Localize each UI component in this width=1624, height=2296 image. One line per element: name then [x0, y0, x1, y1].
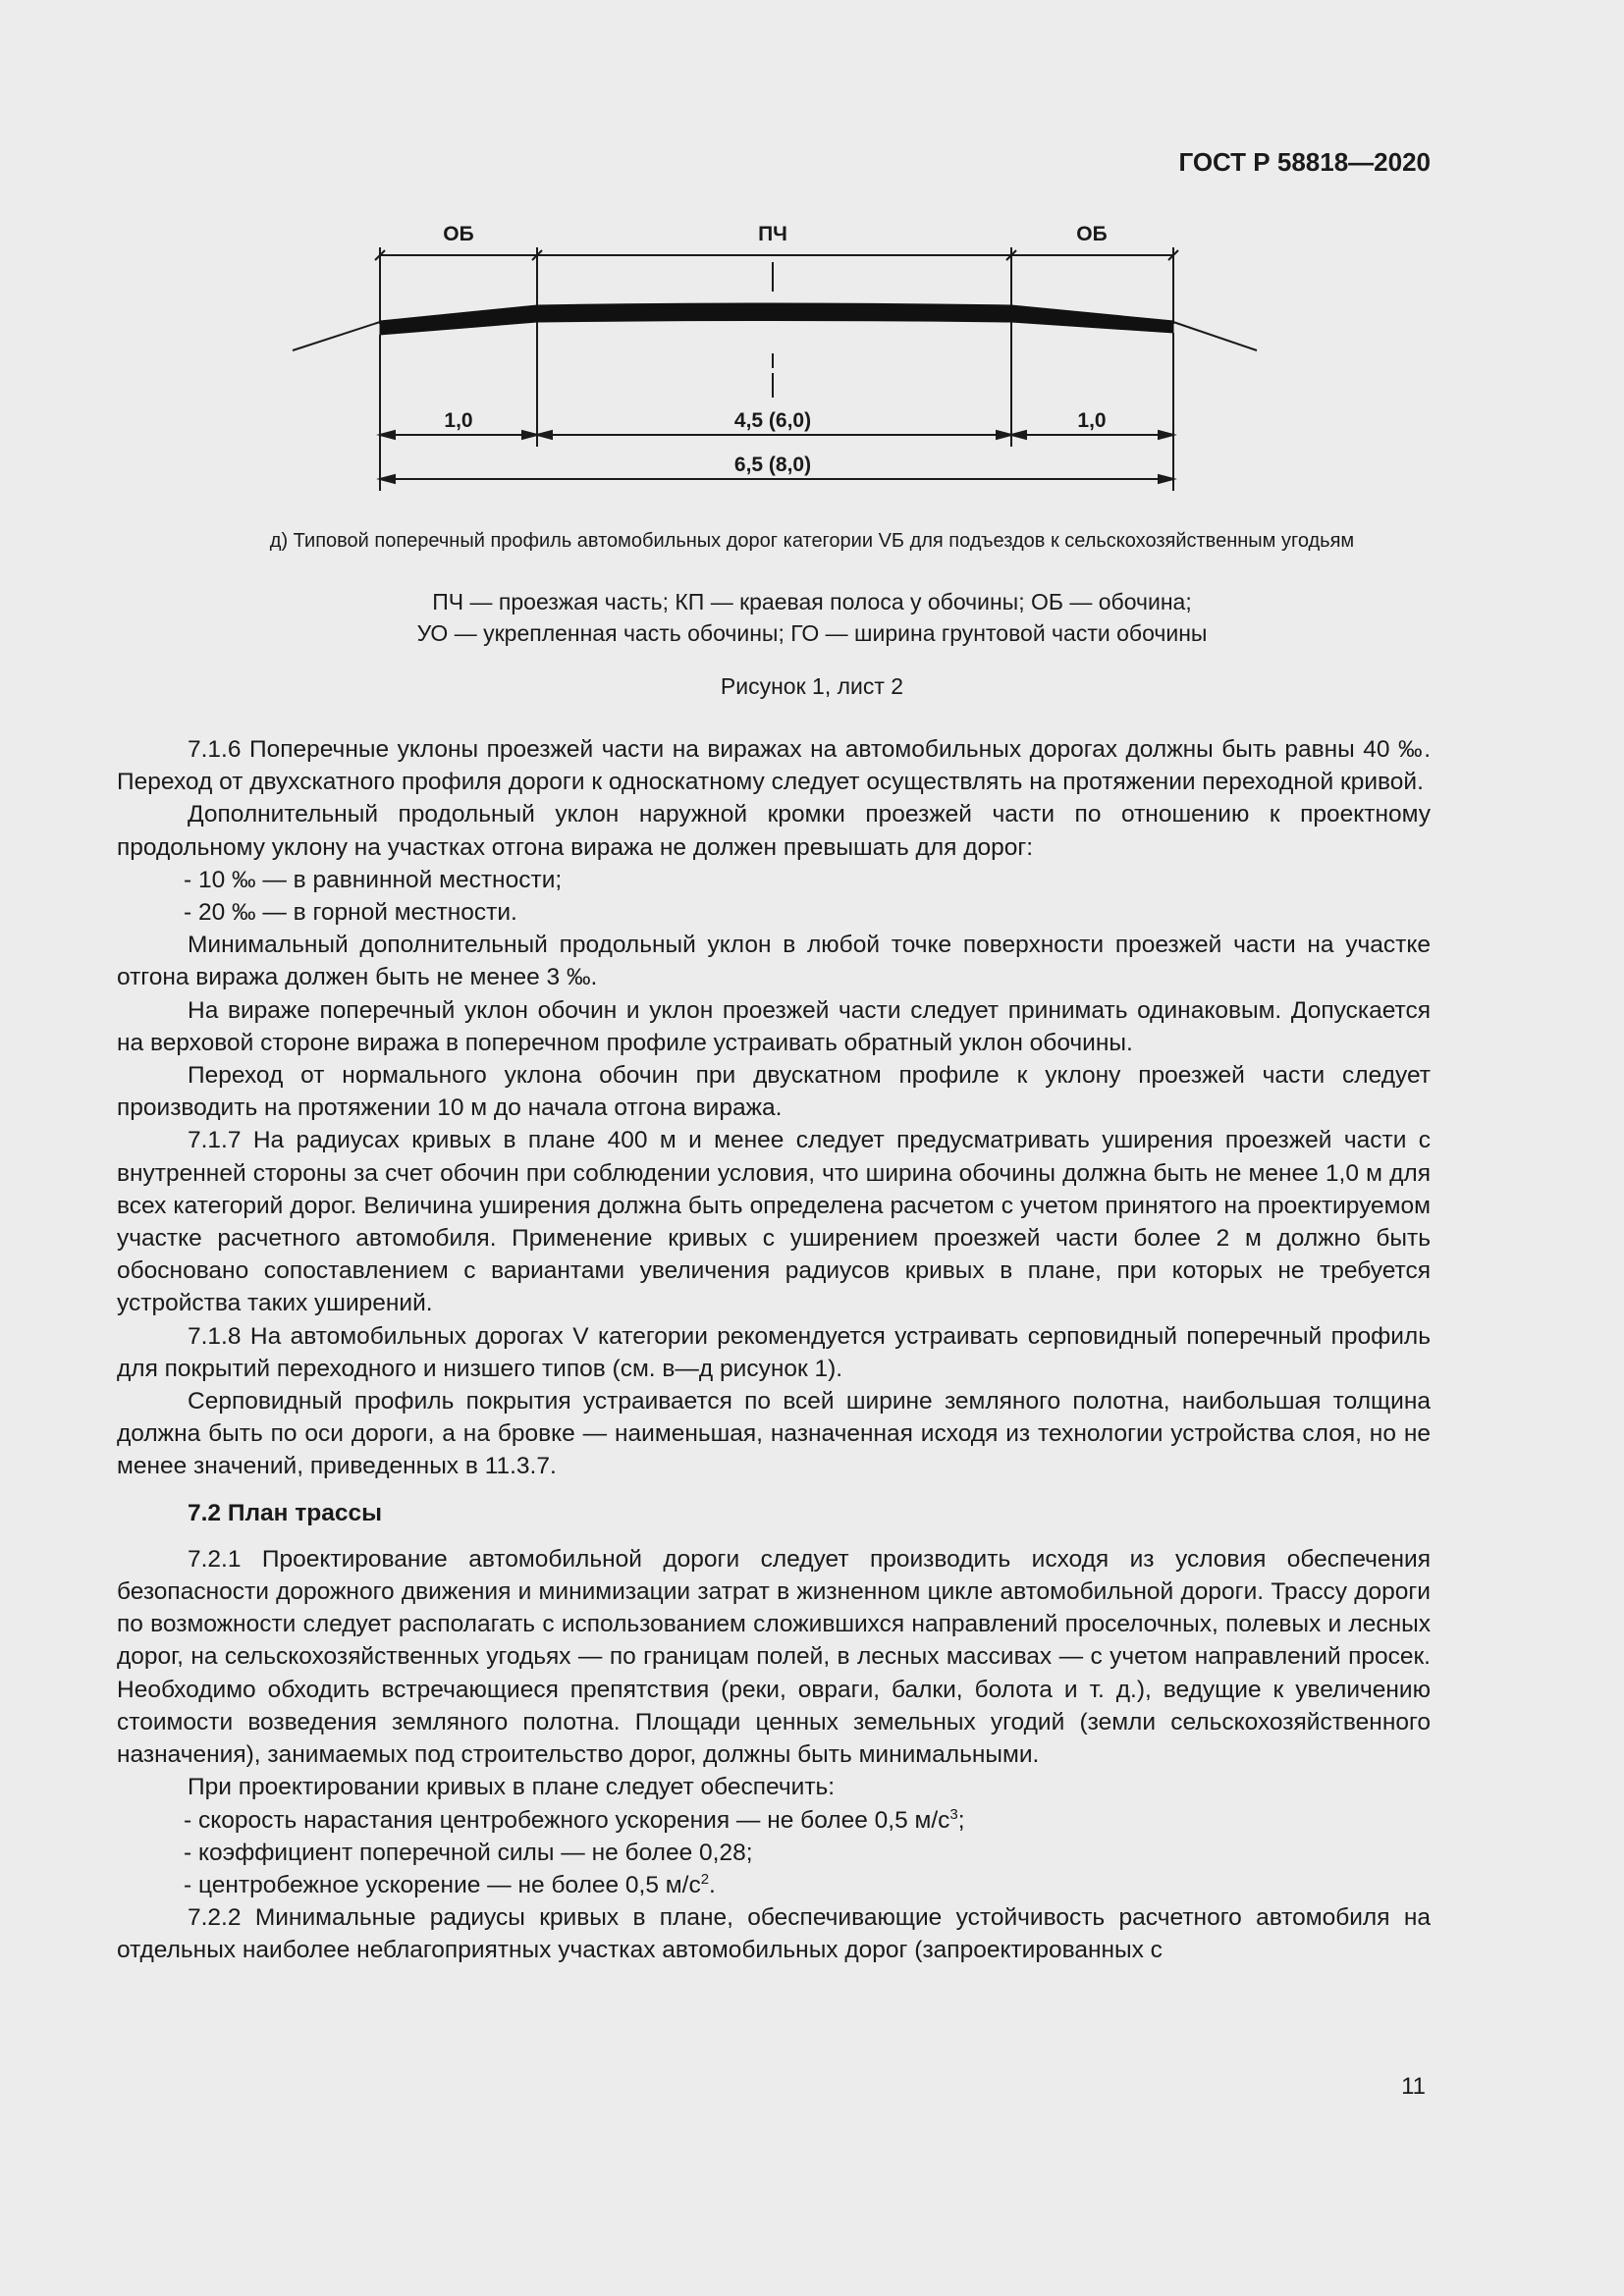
paragraph-7-1-6: 7.1.6 Поперечные уклоны проезжей части на виражах на автомобильных дорогах должны быть равны 40 ‰. Переход от двухскатного профиля дороги к односкатному следует осуществлять на протяжении переходной кривой. [117, 736, 1431, 796]
legend-line-1: ПЧ — проезжая часть; КП — краевая полоса у обочины; ОБ — обочина; [432, 589, 1192, 614]
paragraph: Минимальный дополнительный продольный уклон в любой точке поверхности проезжей части на участке отгона виража должен быть не менее 3 ‰. [117, 932, 1431, 991]
paragraph-7-1-8: 7.1.8 На автомобильных дорогах V категории рекомендуется устраивать серповидный поперечный профиль для покрытий переходного и низшего типов (см. в—д рисунок 1). [117, 1322, 1431, 1382]
list-item-text: - центробежное ускорение — не более 0,5 м/с [184, 1871, 701, 1898]
paragraph: На вираже поперечный уклон обочин и уклон проезжей части следует принимать одинаковым. Допускается на верховой стороне виража в поперечном профиле устраивать обратный уклон обочины. [117, 996, 1431, 1056]
paragraph-7-2-2: 7.2.2 Минимальные радиусы кривых в плане, обеспечивающие устойчивость расчетного автомобиля на отдельных наиболее неблагоприятных участках автомобильных дорог (запроектированных с [117, 1904, 1431, 1964]
label-right-shoulder: ОБ [1076, 223, 1108, 245]
total-dimension-line [380, 475, 1173, 483]
dim-total-value: 6,5 (8,0) [733, 454, 812, 476]
list-item: - 10 ‰ — в равнинной местности; [184, 866, 563, 893]
figure-caption: д) Типовой поперечный профиль автомобильных дорог категории VБ для подъездов к сельскохозяйственным угодьям [269, 530, 1355, 552]
list-item: - 20 ‰ — в горной местности. [184, 899, 517, 927]
dim-left-value: 1,0 [444, 409, 473, 432]
page-number: 11 [1401, 2073, 1426, 2100]
bottom-dimension-line [380, 431, 1173, 439]
list-item [117, 1804, 1431, 1837]
superscript: 3 [949, 1805, 958, 1823]
paragraph: Переход от нормального уклона обочин при двускатном профиле к уклону проезжей части следует производить на протяжении 10 м до начала отгона виража. [117, 1062, 1431, 1122]
paragraph: Серповидный профиль покрытия устраивается по всей ширине земляного полотна, наибольшая толщина должна быть по оси дороги, а на бровке — наименьшая, назначенная исходя из технологии устройства слоя, но не менее значений, приведенных в 11.3.7. [117, 1388, 1431, 1480]
paragraph-7-1-7: 7.1.7 На радиусах кривых в плане 400 м и менее следует предусматривать уширения проезжей части с внутренней стороны за счет обочин при соблюдении условия, что ширина обочины должна быть не менее 1,0 м для всех категорий дорог. Величина уширения должна быть определена расчетом с учетом принятого на проектируемом участке расчетного автомобиля. Применение кривых с уширением проезжей части более 2 м должно быть обосновано сопоставлением с вариантами увеличения радиусов кривых в плане, при которых не требуется устройства таких уширений. [117, 1127, 1431, 1317]
superscript: 2 [700, 1870, 710, 1888]
cross-section-figure [285, 221, 1267, 501]
body-text [117, 733, 1431, 1967]
list-item-end: . [709, 1871, 716, 1898]
cross-section-drawing [285, 221, 1267, 501]
pavement-layer [380, 303, 1173, 335]
label-carriageway: ПЧ [758, 223, 787, 245]
paragraph: При проектировании кривых в плане следует обеспечить: [188, 1774, 836, 1801]
figure-title: Рисунок 1, лист 2 [720, 673, 904, 699]
label-left-shoulder: ОБ [443, 223, 474, 245]
list-item-end: ; [957, 1806, 965, 1834]
figure-legend [118, 586, 1506, 649]
list-item-text: - скорость нарастания центробежного ускорения — не более 0,5 м/с [184, 1806, 950, 1834]
legend-line-2: УО — укрепленная часть обочины; ГО — ширина грунтовой части обочины [416, 620, 1208, 646]
paragraph: Дополнительный продольный уклон наружной кромки проезжей части по отношению к проектному продольному уклону на участках отгона виража не должен превышать для дорог: [117, 801, 1431, 861]
dim-right-value: 1,0 [1077, 409, 1107, 432]
list-item [117, 1869, 1431, 1901]
list-item: - коэффициент поперечной силы — не более 0,28; [184, 1839, 753, 1866]
paragraph-7-2-1: 7.2.1 Проектирование автомобильной дороги следует производить исходя из условия обеспечения безопасности дорожного движения и минимизации затрат в жизненном цикле автомобильной дороги. Трассу дороги по возможности следует располагать с использованием сложившихся направлений проселочных, полевых и лесных дорог, на сельскохозяйственных угодьях — по границам полей, в лесных массивах — с учетом направлений просек. Необходимо обходить встречающиеся препятствия (реки, овраги, балки, болота и т. д.), ведущие к увеличению стоимости возведения земляного полотна. Площади ценных земельных угодий (земли сельскохозяйственного назначения), занимаемых под строительство дорог, должны быть минимальными. [117, 1545, 1431, 1769]
dim-center-value: 4,5 (6,0) [733, 409, 812, 432]
document-header: ГОСТ Р 58818—2020 [1178, 147, 1431, 177]
section-heading-7-2: 7.2 План трассы [188, 1499, 383, 1526]
